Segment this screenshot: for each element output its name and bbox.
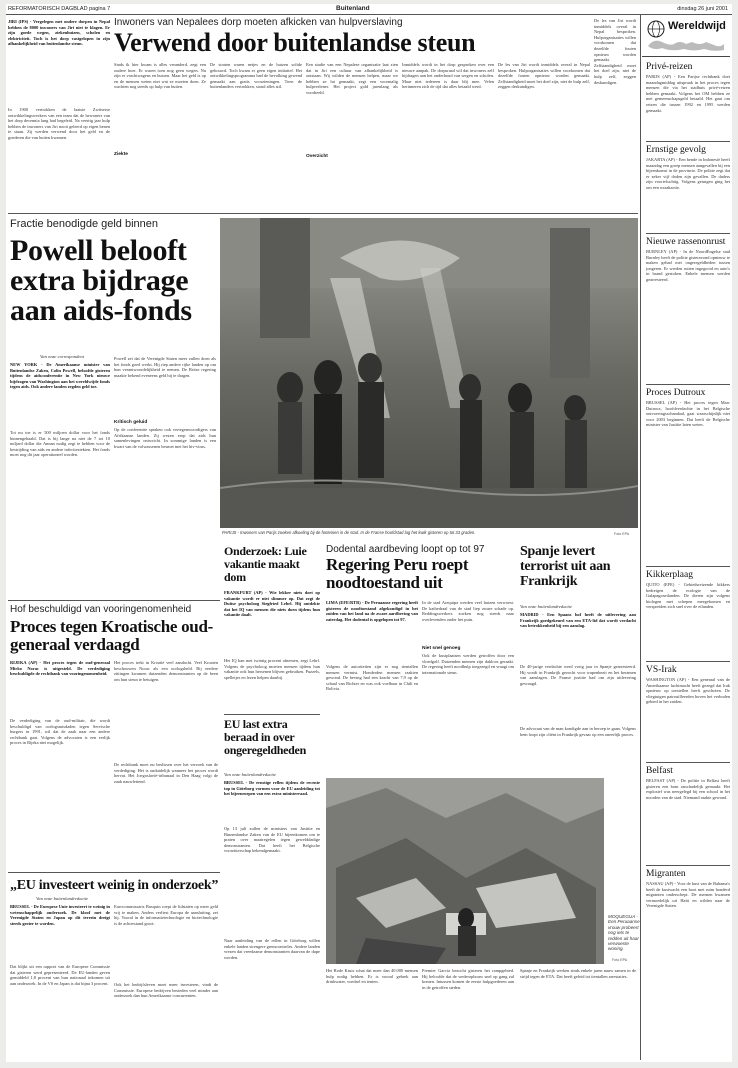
peru-intro: LIMA (EFE/RTR) - De Peruaanse regering heeft gisteren de noodtoestand afgekondigd in het zuiden van het land na de zware aardbeving van zaterdag. Het dodental is opgelopen tot 97. [326, 600, 418, 622]
brief-title-5: Kikkerplaag [646, 570, 693, 580]
powell-body-1: Tot nu toe is er 500 miljoen dollar voor het fonds binnengehaald. Dat is bij lange na niet de 7 tot 10 miljard dollar die Annan nodig zegt te hebben voor de bestrijding van aids en andere infectieziekten. Het fonds moet nog dit jaar operationeel worden. [10, 430, 110, 458]
divider [8, 872, 220, 873]
nepal-body-2: Sinds ik hier kwam is alles veranderd, zegt een oudere boer. Er waren toen nog geen wegen. Nu zijn er vrachtwagens en bussen. Maar het geld is op en de mensen weten niet wat ze moeten doen. Ze wachten nog steeds op hulp van buiten. [114, 62, 206, 90]
divider [646, 566, 730, 567]
eu-last-byline: Van onze buitenlandredactie [224, 772, 277, 777]
divider [8, 600, 220, 601]
brief-text-2: JAKARTA (AP) - Een bende in Indonesië heeft maandag een groep mensen aangevallen bij een bijeenkomst in de provincie. De politie zegt dat er zeker vijf doden zijn gevallen. De daders zijn voortvluchtig. Volgens getuigen ging het om een wraakactie. [646, 157, 730, 190]
sidebar-rule [640, 14, 641, 1060]
nepal-body-1: In 1900 vertrokken de laatste Zwitserse ontwikkelingswerkers van een team dat de bewoners van het dorp decennia lang had begeleid. Na veertig jaar hulp hebben de inwoners van Jiri nooit geleerd op eigen benen te staan. Zij werden verwend door het geld en de goederen die van buiten kwamen. [8, 107, 110, 140]
sidebar-header [642, 16, 730, 57]
photo-paris-fountain [220, 218, 638, 528]
brief-text-7: BELFAST (AP) - De politie in Belfast heeft gisteren een bom onschadelijk gemaakt. Het explosief was neergelegd bij een school in het noorden van de stad. Niemand raakte gewond. [646, 778, 730, 800]
kroatie-body-1: De verdediging van de oud-militair, die wordt beschuldigd van oorlogsmisdaden tegen Servische burgers in 1991, wil dat de zaak naar een andere rechtbank gaat. Volgens de advocaten is een eerlijk proces in Rijeka niet mogelijk. [10, 718, 110, 746]
divider [224, 714, 320, 715]
brief-title-2: Ernstige gevolg [646, 145, 706, 155]
brief-text-1: PARIJS (AP) - Een Parijse rechtbank doet maandagmiddag uitspraak in het proces tegen mensen die via het stadhuis privé-reizen hebben gemaakt. Volgens het OM hebben ze met gemeenschapsgeld betaald. Het gaat om reizen die tussen 1992 en 1995 werden gemaakt. [646, 74, 730, 113]
photo-peru-earthquake [326, 778, 604, 964]
spanje-body-2: De advocaat van de man kondigde aan in beroep te gaan. Volgens hem loopt zijn cliënt in Frankrijk gevaar op een oneerlijk proces. [520, 726, 636, 737]
brief-text-5: QUITO (EFE) - Gebiedsreizende kikkers bedreigen de ecologie van de Galapagoseilanden. De dieren zijn volgens biologen met schepen meegekomen en verspreiden zich snel over de eilanden. [646, 582, 730, 610]
brief-title-4: Proces Dutroux [646, 388, 706, 398]
kroatie-intro: RIJEKA (AP) - Het proces tegen de oud-generaal Mirko Norac is uitgesteld. De verdediging beschuldigde de rechtbank van vooringenomenheid. [10, 660, 110, 677]
peru-body-4: Premier Garcia bezocht gisteren het rampgebied. Hij beloofde dat de wederopbouw snel op gang zal komen. Intussen komen de eerste hulpgoederen aan in de getroffen steden. [422, 968, 514, 990]
eu-inv-body-3: Ook het bedrijfsleven moet meer investeren, vindt de Commissie. Europese bedrijven besteden veel minder aan onderzoek dan hun Amerikaanse concurrenten. [114, 982, 218, 999]
issue-date: dinsdag 26 juni 2001 [677, 6, 728, 12]
kroatie-body-2: Het proces trekt in Kroatië veel aandacht. Veel Kroaten beschouwen Norac als een oorlogsheld. Bij eerdere zittingen kwamen duizenden demonstranten op de been om hun steun te betuigen. [114, 660, 218, 682]
divider [646, 384, 730, 385]
eu-last-body: Op 13 juli zullen de ministers van Justitie en Binnenlandse Zaken van de EU bijeenkomen om te praten over maatregelen tegen gewelddadige demonstranten. Dat heeft het Belgische voorzitterschap bekendgemaakt. [224, 826, 320, 854]
peru-headline: Regering Peru roept noodtoestand uit [326, 555, 469, 592]
powell-body-3: Op de conferentie spraken ook vertegenwoordigers van Afrikaanse landen. Zij wezen erop dat aids hun samenlevingen ontwricht. In sommige landen is een kwart van de volwassenen besmet met het hiv-virus. [114, 427, 216, 449]
world-map-icon [644, 36, 728, 54]
nepal-body-5: Inmiddels wordt in het dorp gesproken over een nieuwe aanpak. De dorpsraad wil dat inwoners zelf bijdragen aan het onderhoud van wegen en scholen. Maar niet iedereen is daar blij mee. Velen herinneren zich de tijd dat alles betaald werd. [402, 62, 494, 90]
brief-title-1: Privé-reizen [646, 62, 693, 72]
kroatie-body-3: De rechtbank moet nu beslissen over het verzoek van de verdediging. Het is onduidelijk wanneer het proces wordt hervat. Het Joegoslavië-tribunaal in Den Haag volgt de zaak nauwlettend. [114, 762, 218, 784]
spanje-body-3: Spanje en Frankrijk werken sinds enkele jaren nauw samen in de strijd tegen de ETA. Dat heeft geleid tot tientallen arrestaties. [520, 968, 636, 979]
onderzoek-body: Het IQ kan met twintig procent afnemen, zegt Lehrl. Volgens de psycholoog moeten mensen tijdens hun vakantie ook hun hersenen blijven gebruiken. Puzzels, spelletjes en lezen helpen daarbij. [224, 658, 320, 680]
nepal-body-3: De straten waren netjes en de huizen solide gebouwd. Toch kwam er geen eigen initiatief. Het ontwikkelingsprogramma had de bevolking gewend gemaakt aan gratis voorzieningen. Toen de buitenlanders vertrokken, stond alles stil. [210, 62, 302, 90]
nepal-body-6: De les van Jiri wordt inmiddels overal in Nepal besproken. Hulporganisaties willen voorkomen dat dezelfde fouten opnieuw worden gemaakt. Zelfstandigheid moet het doel zijn, niet de hulp zelf, zeggen deskundigen. [498, 62, 590, 90]
nepal-intro: JIRI (IPS) - Vergelegen met ondere dorpen in Nepal hebben de 8000 inwoners van Jiri niet te klagen. Er zijn goede wegen, ziekenhuizen, scholen en elektriciteit. Toch is het dorp vastgelopen in zijn afhankelijkheid van buitenlandse steun. [8, 19, 110, 47]
paper-name: REFORMATORISCH DAGBLAD pagina 7 [8, 6, 111, 12]
eu-inv-intro: BRUSSEL - De Europese Unie investeert te weinig in wetenschappelijk onderzoek. De kloof met de Verenigde Staten en Japan op dit terrein dreigt steeds groter te worden. [10, 904, 110, 926]
divider [646, 762, 730, 763]
eu-last-body-2: Naar aanleiding van de rellen in Göteborg willen enkele landen strengere grenscontroles. Andere landen vrezen dat vreedzame demonstranten daarvan de dupe worden. [224, 938, 320, 960]
photo-caption: PARIJS - Inwoners van Parijs zoeken afkoeling bij de fonteinen in de stad. In de Franse hoofdstad lag het kwik gisteren op tot 33 graden. [222, 530, 476, 535]
section-name: Buitenland [336, 5, 370, 12]
spanje-body-1: De 40-jarige verdachte werd vorig jaar in Spanje gearresteerd. Hij wordt in Frankrijk gezocht voor wapenbezit en het beramen van aanslagen. De Franse justitie had om zijn uitlevering gevraagd. [520, 664, 636, 686]
photo-credit: Foto EPA [614, 532, 630, 536]
brief-text-6: WASHINGTON (AP) - Een generaal van de Amerikaanse luchtmacht heeft gezegd dat Irak opnieuw op toestellen heeft geschoten. De vliegtuigen patrouilleerden boven het verboden gebied in het zuiden. [646, 677, 730, 705]
powell-headline: Powell belooft extra bijdrage aan aids-fonds [10, 234, 192, 327]
kroatie-headline: Proces tegen Kroatische oud-generaal verdaagd [10, 617, 213, 654]
peru-body-1: Volgens de autoriteiten zijn er nog tientallen mensen vermist. Honderden mensen raakten gewond. De beving had een kracht van 7,9 op de schaal van Richter en was ook voelbaar in Chili en Bolivia. [326, 664, 418, 692]
earthquake-photo-image [326, 778, 604, 964]
peru-kicker: Dodental aardbeving loopt op tot 97 [326, 544, 485, 555]
peru-body-3: Ook de kustplaatsen werden getroffen door een vloedgolf. Duizenden mensen zijn dakloos geraakt. De regering heeft noodhulp toegezegd en vraagt om internationale steun. [422, 653, 514, 675]
onderzoek-intro: FRANKFURT (AP) - Wie lekker niets doet op vakantie wordt er niet slimmer op. Dat zegt de Duitse psycholoog Siegfried Lehrl. Hij ontdekte dat het IQ van mensen die niets doen tijdens hun vakantie daalt. [224, 590, 320, 618]
divider [646, 141, 730, 142]
brief-text-4: BRUSSEL (AP) - Het proces tegen Marc Dutroux, hoofdverdachte in het Belgische ontvoeringsschandaal, gaat waarschijnlijk niet voor 2003 beginnen. Dat heeft de Belgische minister van Justitie laten weten. [646, 400, 730, 428]
eu-last-intro: BRUSSEL - De ernstige rellen tijdens de recente top in Göteborg vormen voor de EU aanleiding tot het bijeenroepen van een extra ministerraad. [224, 780, 320, 797]
divider [646, 233, 730, 234]
powell-intro: NEW YORK - De Amerikaanse minister van Buitenlandse Zaken, Colin Powell, beloofde gisteren tijdens de aidsconferentie in New York nieuwe bijdragen van Washington aan het wereldwijde fonds tegen aids. Ook andere landen zegden geld toe. [10, 362, 110, 390]
nepal-headline: Verwend door buitenlandse steun [114, 28, 476, 57]
brief-title-8: Migranten [646, 869, 686, 879]
brief-text-8: NASSAU (AP) - Voor de kust van de Bahama's heeft de kustwacht een boot met ruim honderd migranten onderschept. De mensen kwamen vermoedelijk uit Haïti en wilden naar de Verenigde Staten. [646, 881, 730, 909]
peru-body-2: In de stad Arequipa werden veel huizen verwoest. De kathedraal van de stad liep zware schade op. Reddingswerkers zoeken nog steeds naar overlevenden onder het puin. [422, 600, 514, 622]
powell-subhead: Kritisch geluid [114, 420, 148, 425]
powell-byline: Van onze correspondent [40, 354, 84, 359]
divider [646, 661, 730, 662]
brief-text-3: BURNLEY (AP) - In de NoordEngelse stad Burnley heeft de politie gisteravond opnieuw te maken gehad met ongeregeldheden tussen jongeren. Er werden ruiten ingegooid en auto's in brand gestoken. Enkele mensen werden gearresteerd. [646, 249, 730, 282]
divider [646, 865, 730, 866]
brief-title-7: Belfast [646, 766, 673, 776]
divider [8, 213, 638, 214]
fountain-photo-image [220, 218, 638, 528]
peru-photo-caption: MOQUEGUA - Een Peruaanse vrouw probeert nog iets te redden uit haar verwoeste woning. [608, 914, 640, 952]
eu-inv-body-1: Dat blijkt uit een rapport van de Europese Commissie dat gisteren werd gepresenteerd. De EU-landen geven gemiddeld 1,8 procent van hun nationaal inkomen uit aan onderzoek. In de VS en Japan is dat bijna 3 procent. [10, 964, 110, 986]
onderzoek-headline: Onderzoek: Luie vakantie maakt dom [224, 544, 307, 584]
nepal-body-4: Een studie van een Nepalese organisatie laat zien dat in Jiri een cultuur van afhankelijkheid is ontstaan. Wij wilden de mensen helpen, maar we hebben ze lui gemaakt, zegt een voormalig hulpverlener. Het project gold jarenlang als voorbeeld. [306, 62, 398, 95]
spanje-headline: Spanje levert terrorist uit aan Frankrijk [520, 544, 611, 589]
masthead-bar [6, 4, 732, 15]
nepal-subhead-2: Overzicht [306, 154, 328, 159]
peru-photo-credit: Foto EPA [612, 958, 628, 962]
eu-inv-headline: „EU investeert weinig in onderzoek” [10, 878, 219, 893]
peru-subhead: Niet snel genoeg [422, 646, 461, 651]
eu-inv-body-2: Eurocommissaris Busquin roept de lidstaten op meer geld vrij te maken. Anders verliest Europa de aansluiting, zei hij. Vooral in de informatietechnologie en biotechnologie is de achterstand groot. [114, 904, 218, 926]
brief-title-3: Nieuwe rassenonrust [646, 237, 726, 247]
spanje-intro: MADRID - Een Spaans hof heeft de uitlevering aan Frankrijk goedgekeurd van een ETA-lid dat wordt verdacht van betrokkenheid bij een aanslag. [520, 612, 636, 629]
kroatie-kicker: Hof beschuldigd van vooringenomenheid [10, 604, 192, 615]
newspaper-page [6, 4, 732, 1062]
brief-title-6: VS-Irak [646, 665, 677, 675]
spanje-byline: Van onze buitenlandredactie [520, 604, 573, 609]
powell-body-2: Powell zei dat de Verenigde Staten meer zullen doen als het fonds goed werkt. Hij riep andere rijke landen op om hun verantwoordelijkheid te nemen. De Britse regering maakte bekend eveneens geld bij te dragen. [114, 356, 216, 378]
sidebar-title: Wereldwijd [668, 20, 726, 32]
nepal-kicker: Inwoners van Nepalees dorp moeten afkicken van hulpverslaving [114, 17, 403, 28]
peru-body-5: Het Rode Kruis schat dat meer dan 40.000 mensen hulp nodig hebben. Er is vooral gebrek aan drinkwater, voedsel en tenten. [326, 968, 418, 985]
eu-inv-byline: Van onze buitenlandredactie [36, 896, 89, 901]
eu-last-headline: EU last extra beraad in over ongeregeldheden [224, 717, 306, 757]
nepal-body-7: De les van Jiri wordt inmiddels overal in Nepal besproken. Hulporganisaties willen voorkomen dat dezelfde fouten opnieuw worden gemaakt. Zelfstandigheid moet het doel zijn, niet de hulp zelf, zeggen deskundigen. [594, 18, 636, 85]
nepal-subhead-1: Ziekte [114, 152, 128, 157]
powell-kicker: Fractie benodigde geld binnen [10, 218, 159, 230]
